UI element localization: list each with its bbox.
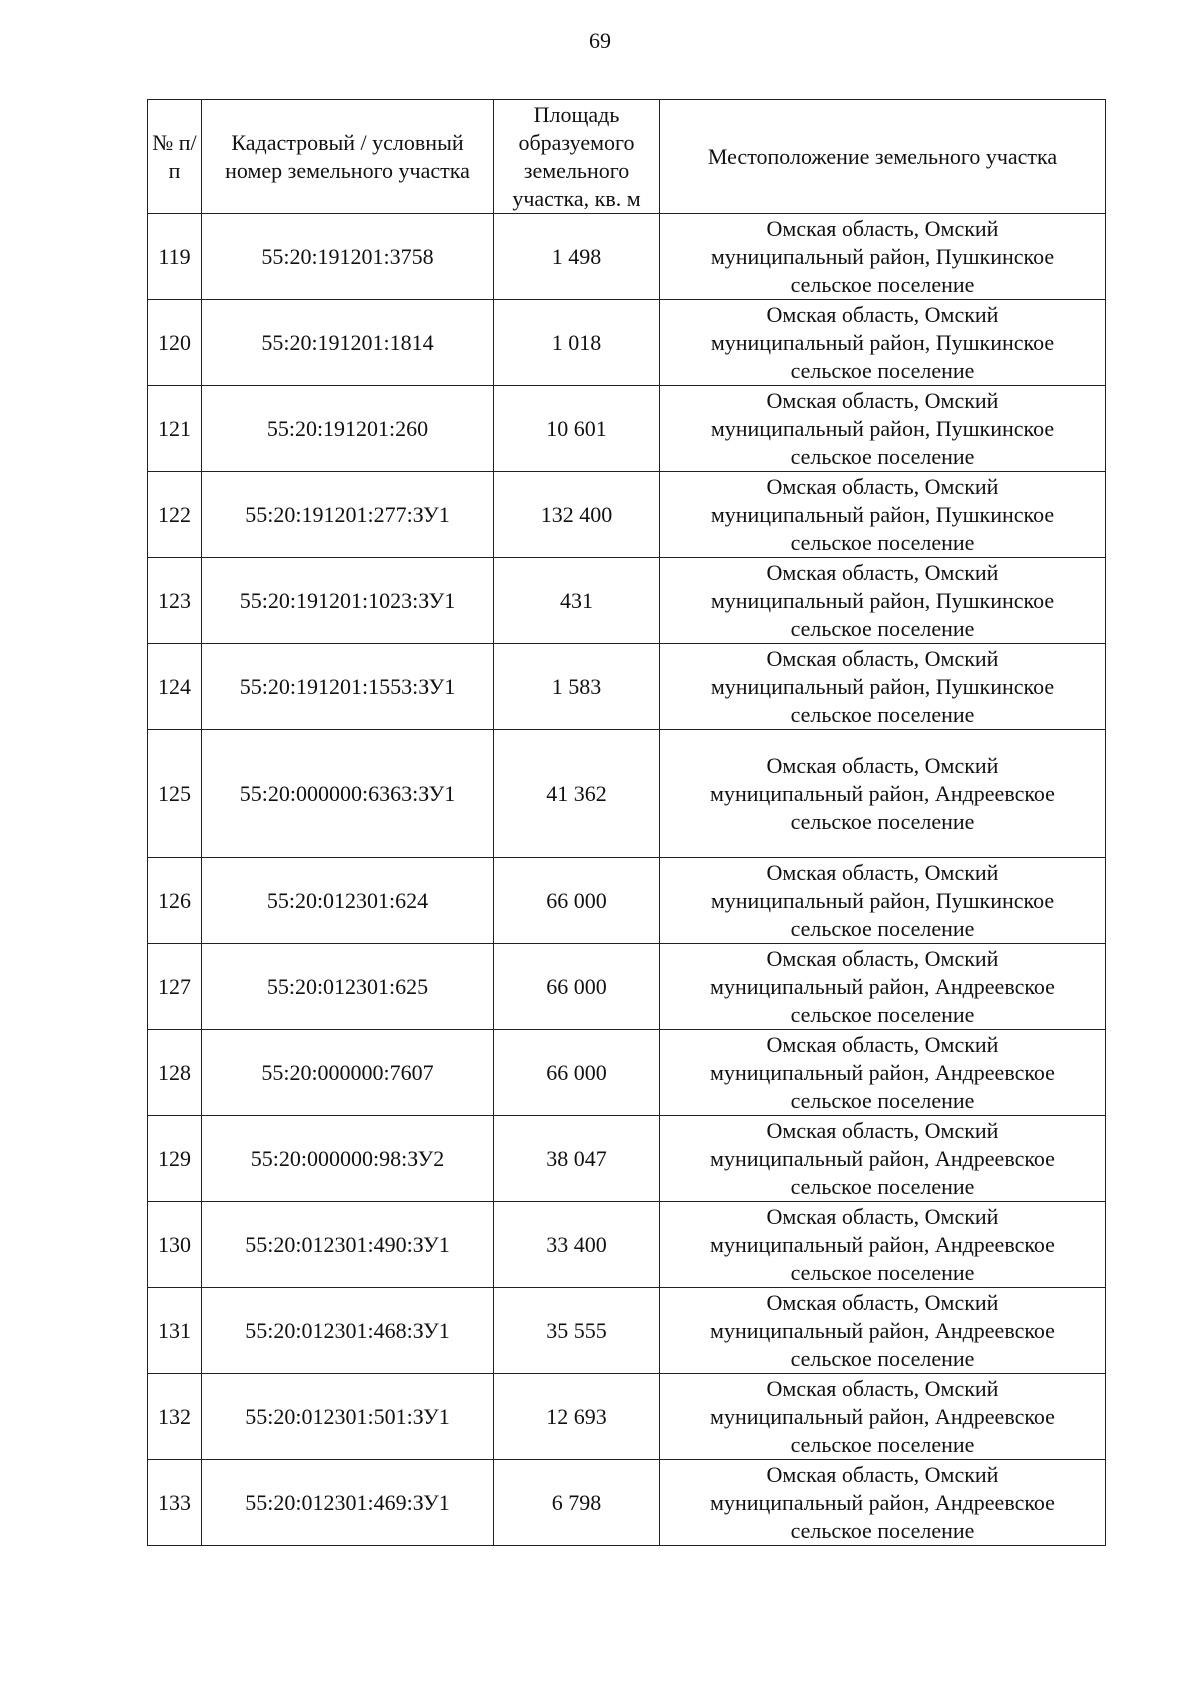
location-line: муниципальный район, Андреевское bbox=[710, 1145, 1055, 1171]
location-line: муниципальный район, Пушкинское bbox=[710, 243, 1055, 269]
page-number: 69 bbox=[589, 28, 611, 53]
cell-location bbox=[660, 1030, 1106, 1116]
location-line: сельское поселение bbox=[790, 1517, 975, 1543]
cell-num: 127 bbox=[148, 944, 202, 1030]
cell-num: 129 bbox=[148, 1116, 202, 1202]
location-line: Омская область, Омский bbox=[766, 645, 999, 671]
location-line: Омская область, Омский bbox=[766, 752, 999, 778]
table-row bbox=[148, 386, 1106, 472]
cell-area: 10 601 bbox=[494, 386, 660, 472]
location-line: муниципальный район, Андреевское bbox=[710, 1059, 1055, 1085]
location-line: сельское поселение bbox=[790, 1345, 975, 1371]
header-location: Местоположение земельного участка bbox=[660, 100, 1106, 214]
table-row bbox=[148, 214, 1106, 300]
location-line: муниципальный район, Андреевское bbox=[710, 1403, 1055, 1429]
cell-location bbox=[660, 300, 1106, 386]
cell-cadastral: 55:20:000000:98:ЗУ2 bbox=[202, 1116, 494, 1202]
cell-location bbox=[660, 1202, 1106, 1288]
location-line: Омская область, Омский bbox=[766, 215, 999, 241]
cell-cadastral: 55:20:191201:1814 bbox=[202, 300, 494, 386]
cell-cadastral: 55:20:191201:3758 bbox=[202, 214, 494, 300]
location-line: муниципальный район, Андреевское bbox=[710, 1317, 1055, 1343]
cell-area: 35 555 bbox=[494, 1288, 660, 1374]
cell-cadastral: 55:20:191201:277:ЗУ1 bbox=[202, 472, 494, 558]
location-line: Омская область, Омский bbox=[766, 1203, 999, 1229]
table-row bbox=[148, 1030, 1106, 1116]
cell-area: 33 400 bbox=[494, 1202, 660, 1288]
cell-location bbox=[660, 1460, 1106, 1546]
cell-num: 130 bbox=[148, 1202, 202, 1288]
table-row bbox=[148, 1374, 1106, 1460]
table-row bbox=[148, 644, 1106, 730]
cell-num: 126 bbox=[148, 858, 202, 944]
cell-area: 66 000 bbox=[494, 858, 660, 944]
table-row bbox=[148, 1460, 1106, 1546]
cell-cadastral: 55:20:191201:260 bbox=[202, 386, 494, 472]
cell-location bbox=[660, 730, 1106, 858]
cell-location bbox=[660, 558, 1106, 644]
cell-cadastral: 55:20:012301:468:ЗУ1 bbox=[202, 1288, 494, 1374]
location-line: муниципальный район, Андреевское bbox=[710, 1489, 1055, 1515]
location-line: Омская область, Омский bbox=[766, 1289, 999, 1315]
cell-num: 122 bbox=[148, 472, 202, 558]
location-line: сельское поселение bbox=[790, 357, 975, 383]
table-row bbox=[148, 944, 1106, 1030]
cell-cadastral: 55:20:012301:624 bbox=[202, 858, 494, 944]
location-line: сельское поселение bbox=[790, 1431, 975, 1457]
location-line: Омская область, Омский bbox=[766, 301, 999, 327]
cell-location bbox=[660, 472, 1106, 558]
cell-area: 41 362 bbox=[494, 730, 660, 858]
cell-cadastral: 55:20:000000:7607 bbox=[202, 1030, 494, 1116]
cell-location bbox=[660, 1288, 1106, 1374]
location-line: муниципальный район, Андреевское bbox=[710, 973, 1055, 999]
cell-area: 6 798 bbox=[494, 1460, 660, 1546]
cell-location bbox=[660, 944, 1106, 1030]
location-line: муниципальный район, Пушкинское bbox=[710, 329, 1055, 355]
cell-area: 66 000 bbox=[494, 1030, 660, 1116]
table-row bbox=[148, 1288, 1106, 1374]
cell-area: 66 000 bbox=[494, 944, 660, 1030]
cell-cadastral: 55:20:012301:625 bbox=[202, 944, 494, 1030]
table-row bbox=[148, 1116, 1106, 1202]
cell-area: 1 498 bbox=[494, 214, 660, 300]
cell-location bbox=[660, 1116, 1106, 1202]
cell-num: 123 bbox=[148, 558, 202, 644]
cell-area: 1 018 bbox=[494, 300, 660, 386]
location-line: муниципальный район, Пушкинское bbox=[710, 501, 1055, 527]
header-num: № п/п bbox=[148, 100, 202, 214]
location-line: муниципальный район, Пушкинское bbox=[710, 673, 1055, 699]
location-line: Омская область, Омский bbox=[766, 1461, 999, 1487]
cell-num: 121 bbox=[148, 386, 202, 472]
cell-cadastral: 55:20:012301:490:ЗУ1 bbox=[202, 1202, 494, 1288]
location-line: сельское поселение bbox=[790, 1087, 975, 1113]
location-line: сельское поселение bbox=[790, 529, 975, 555]
cell-location bbox=[660, 214, 1106, 300]
cell-location bbox=[660, 644, 1106, 730]
cell-num: 128 bbox=[148, 1030, 202, 1116]
location-line: муниципальный район, Пушкинское bbox=[710, 887, 1055, 913]
cell-cadastral: 55:20:191201:1023:ЗУ1 bbox=[202, 558, 494, 644]
cell-area: 38 047 bbox=[494, 1116, 660, 1202]
table-row bbox=[148, 472, 1106, 558]
location-line: сельское поселение bbox=[790, 1259, 975, 1285]
cell-location bbox=[660, 1374, 1106, 1460]
cell-num: 133 bbox=[148, 1460, 202, 1546]
cell-area: 1 583 bbox=[494, 644, 660, 730]
location-line: Омская область, Омский bbox=[766, 1375, 999, 1401]
location-line: Омская область, Омский bbox=[766, 1031, 999, 1057]
cell-cadastral: 55:20:000000:6363:ЗУ1 bbox=[202, 730, 494, 858]
cell-num: 131 bbox=[148, 1288, 202, 1374]
location-line: сельское поселение bbox=[790, 1001, 975, 1027]
cell-num: 124 bbox=[148, 644, 202, 730]
land-plots-table bbox=[147, 99, 1106, 1546]
location-line: сельское поселение bbox=[790, 808, 975, 834]
cell-cadastral: 55:20:012301:469:ЗУ1 bbox=[202, 1460, 494, 1546]
header-area: Площадь образуемого земельного участка, кв. м bbox=[494, 100, 660, 214]
location-line: муниципальный район, Пушкинское bbox=[710, 415, 1055, 441]
cell-area: 132 400 bbox=[494, 472, 660, 558]
location-line: Омская область, Омский bbox=[766, 387, 999, 413]
location-line: Омская область, Омский bbox=[766, 1117, 999, 1143]
cell-location bbox=[660, 858, 1106, 944]
table-header-row bbox=[148, 100, 1106, 214]
location-line: муниципальный район, Андреевское bbox=[710, 780, 1055, 806]
cell-num: 125 bbox=[148, 730, 202, 858]
table-row bbox=[148, 300, 1106, 386]
table-row bbox=[148, 558, 1106, 644]
cell-num: 132 bbox=[148, 1374, 202, 1460]
header-cadastral: Кадастровый / условный номер земельного участка bbox=[202, 100, 494, 214]
land-plots-table-container bbox=[147, 99, 1105, 1546]
cell-num: 120 bbox=[148, 300, 202, 386]
cell-num: 119 bbox=[148, 214, 202, 300]
table-row bbox=[148, 858, 1106, 944]
cell-cadastral: 55:20:012301:501:ЗУ1 bbox=[202, 1374, 494, 1460]
location-line: Омская область, Омский bbox=[766, 859, 999, 885]
table-row bbox=[148, 1202, 1106, 1288]
table-row bbox=[148, 730, 1106, 858]
location-line: муниципальный район, Андреевское bbox=[710, 1231, 1055, 1257]
location-line: сельское поселение bbox=[790, 443, 975, 469]
cell-cadastral: 55:20:191201:1553:ЗУ1 bbox=[202, 644, 494, 730]
location-line: муниципальный район, Пушкинское bbox=[710, 587, 1055, 613]
location-line: сельское поселение bbox=[790, 915, 975, 941]
cell-area: 431 bbox=[494, 558, 660, 644]
location-line: сельское поселение bbox=[790, 271, 975, 297]
cell-area: 12 693 bbox=[494, 1374, 660, 1460]
location-line: Омская область, Омский bbox=[766, 559, 999, 585]
location-line: сельское поселение bbox=[790, 1173, 975, 1199]
location-line: Омская область, Омский bbox=[766, 945, 999, 971]
location-line: Омская область, Омский bbox=[766, 473, 999, 499]
cell-location bbox=[660, 386, 1106, 472]
location-line: сельское поселение bbox=[790, 615, 975, 641]
location-line: сельское поселение bbox=[790, 701, 975, 727]
